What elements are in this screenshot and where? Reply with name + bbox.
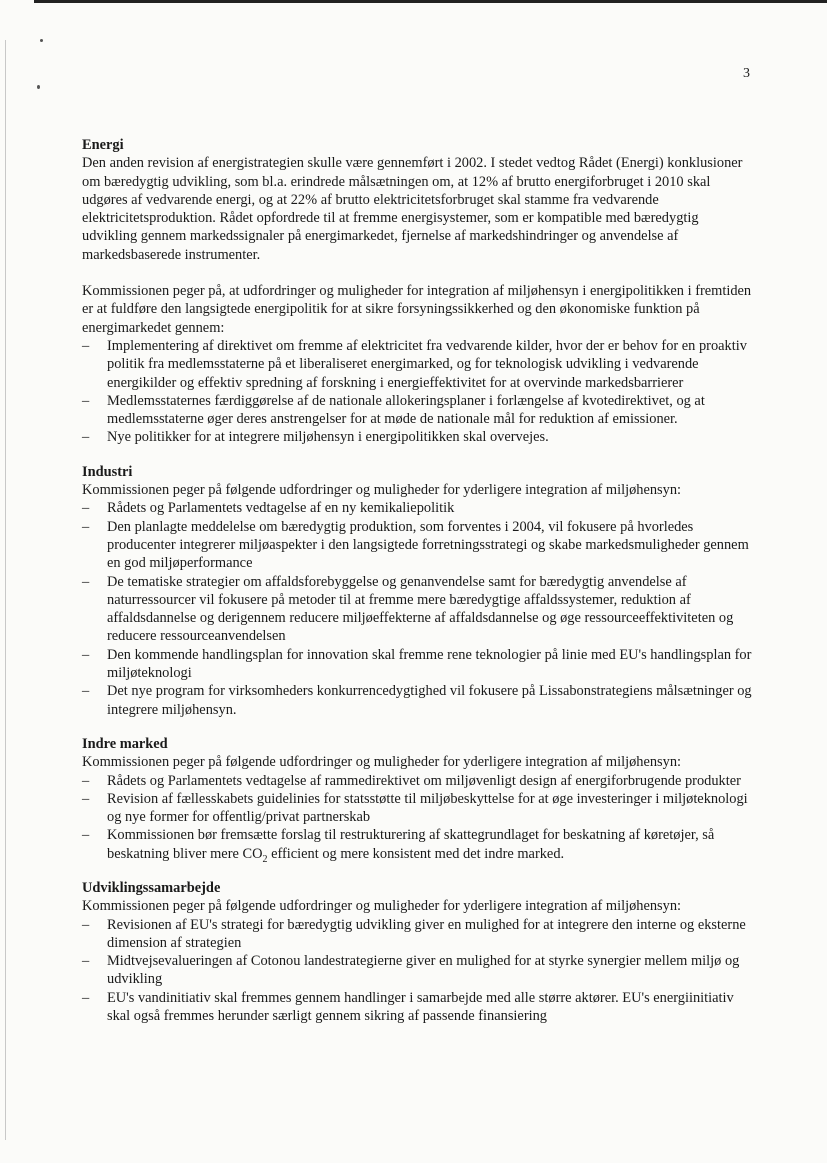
section-heading: Energi — [82, 137, 124, 153]
paragraph: Den anden revision af energistrategien skulle være gennemført i 2002. I stedet vedtog Rådet (Energi) konklusioner om bæredygtig udvikling, som bl.a. erindrede målsætningen om, at 12% af brutto energiforbruget i 2010 skal udgøres af vedvarende energi, og at 22% af brutto elektricitetsforbruget skal stamme fra vedvarende elektricitetsproduktion. Rådet opfordrede til at fremme energisystemer, som er kompatible med bæredygtig udvikling gennem markedssignaler på energimarkedet, fjernelse af markedshindringer og anvendelse af markedsbaserede instrumenter. — [82, 155, 743, 263]
list-item: – Implementering af direktivet om fremme af elektricitet fra vedvarende kilder, hvor der er behov for en proaktiv politik fra medlemsstaterne på et liberaliseret energimarked, og for teknologisk udvikling i vedvarende energikilder og effektiv spredning af forskning i energieffektivitet for at overvinde markedsbarrierer — [82, 337, 754, 392]
list-item: – Nye politikker for at integrere miljøhensyn i energipolitikken skal overvejes. — [82, 428, 754, 446]
bullet-list — [82, 772, 754, 863]
scan-speck — [40, 39, 43, 42]
section-energi — [82, 136, 754, 447]
paragraph: Kommissionen peger på, at udfordringer og muligheder for integration af miljøhensyn i energipolitikken i fremtiden er at fuldføre den langsigtede energipolitik for at sikre forsyningssikkerhed og den økonomiske funktion på energimarkedet gennem: — [82, 283, 752, 336]
bullet-list — [82, 337, 754, 447]
list-item: – Den kommende handlingsplan for innovation skal fremme rene teknologier på linie med EU's handlingsplan for miljøteknologi — [82, 646, 754, 683]
bullet-list — [82, 499, 754, 719]
section-heading: Indre marked — [82, 735, 168, 752]
list-item: – Rådets og Parlamentets vedtagelse af rammedirektivet om miljøvenligt design af energiforbrugende produkter — [82, 772, 754, 790]
scan-speck — [37, 85, 40, 89]
list-item-text: efficient og mere konsistent med det indre marked. — [267, 845, 565, 862]
list-item — [82, 826, 754, 863]
list-item-text: Kommissionen bør fremsætte forslag til restrukturering af skattegrundlaget for beskatning af køretøjer, så beskatning bliver mere CO — [107, 827, 715, 862]
section-heading: Udviklingssamarbejde — [82, 879, 221, 896]
top-border-line — [34, 0, 827, 3]
list-item: – De tematiske strategier om affaldsforebyggelse og genanvendelse samt for bæredygtig anvendelse af naturressourcer vil fokusere på metoder til at fremme mere bæredygtige affaldssystemer, reduktion af affaldsdannelse og derigennem reducere miljøeffekterne af affaldsdannelse og øge ressourceeffektiviteten og reducere ressourceanvendelsen — [82, 573, 754, 646]
section-indre-marked — [82, 735, 754, 863]
list-item: – Revisionen af EU's strategi for bæredygtig udvikling giver en mulighed for at integrere den interne og eksterne dimension af strategien — [82, 916, 754, 953]
list-item: – Det nye program for virksomheders konkurrencedygtighed vil fokusere på Lissabonstrategiens målsætninger og integrere miljøhensyn. — [82, 682, 754, 719]
list-item: – Rådets og Parlamentets vedtagelse af en ny kemikaliepolitik — [82, 499, 754, 517]
list-item: – Revision af fællesskabets guidelinies for statsstøtte til miljøbeskyttelse for at øge investeringer i miljøteknologi og nye former for offentlig/privat partnerskab — [82, 790, 754, 827]
list-item: – Medlemsstaternes færdiggørelse af de nationale allokeringsplaner i forlængelse af kvotedirektivet, og at medlemsstaterne øger deres anstrengelser for at møde de nationale mål for reduktion af emissioner. — [82, 392, 754, 429]
document-body — [82, 136, 754, 1025]
section-heading: Industri — [82, 463, 133, 480]
scan-edge-line — [5, 40, 6, 1140]
bullet-list — [82, 916, 754, 1026]
page-number: 3 — [743, 66, 750, 81]
section-industri — [82, 463, 754, 719]
paragraph: Kommissionen peger på følgende udfordringer og muligheder for yderligere integration af miljøhensyn: — [82, 482, 682, 499]
list-item: – Den planlagte meddelelse om bæredygtig produktion, som forventes i 2004, vil fokusere på hvorledes producenter integrerer miljøaspekter i den langsigtede forretningsstrategi og skabe markedsmuligheder gennem en god miljøperformance — [82, 518, 754, 573]
subscript: 2 — [262, 853, 268, 865]
paragraph: Kommissionen peger på følgende udfordringer og muligheder for yderligere integration af miljøhensyn: — [82, 754, 682, 771]
section-udviklingssamarbejde — [82, 879, 754, 1025]
list-item: – Midtvejsevalueringen af Cotonou landestrategierne giver en mulighed for at styrke synergier mellem miljø og udvikling — [82, 952, 754, 989]
paragraph: Kommissionen peger på følgende udfordringer og muligheder for yderligere integration af miljøhensyn: — [82, 898, 682, 915]
list-item: – EU's vandinitiativ skal fremmes gennem handlinger i samarbejde med alle større aktører. EU's energiinitiativ skal også fremmes herunder særligt gennem sikring af passende finansiering — [82, 989, 754, 1026]
